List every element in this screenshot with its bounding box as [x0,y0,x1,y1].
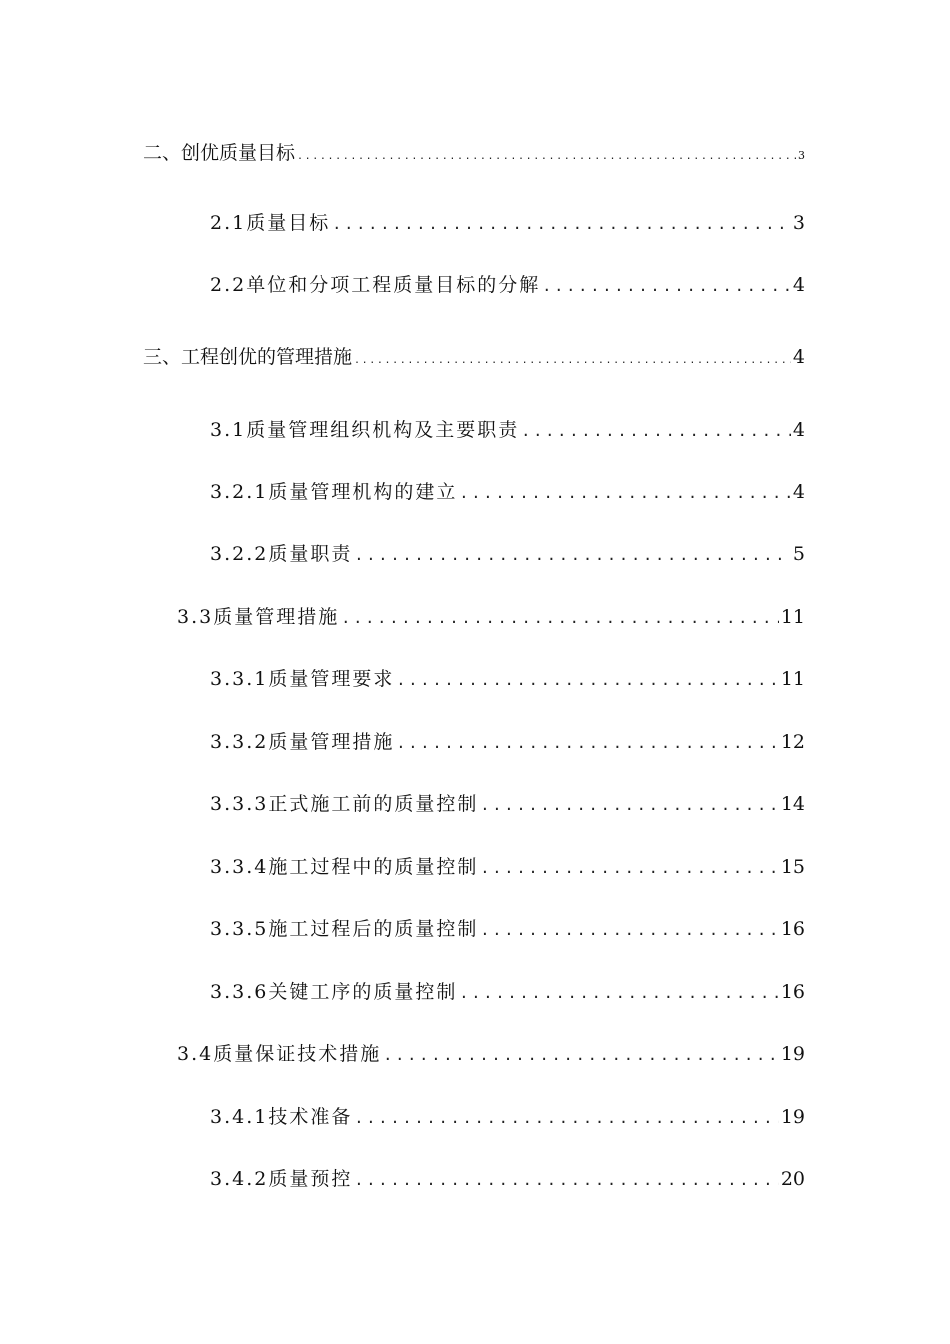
toc-entry-3-3-1[interactable] [210,664,805,694]
toc-page-number: 16 [780,981,805,1003]
toc-entry-3-3[interactable] [177,602,805,632]
toc-entry-title: 3.3.4施工过程中的质量控制 [210,856,479,878]
toc-page-number: 12 [780,731,805,753]
toc-entry-3-2-2[interactable] [210,539,805,569]
toc-entry-3-3-3[interactable] [210,789,805,819]
toc-page-number: 4 [792,419,805,441]
toc-dot-leader [297,142,796,172]
toc-entry-title: 3.4质量保证技术措施 [177,1043,382,1065]
toc-dot-leader [396,728,778,758]
toc-entry-3[interactable] [143,342,805,372]
toc-dot-leader [354,346,791,376]
toc-entry-title: 三、工程创优的管理措施 [143,346,353,368]
toc-dot-leader [354,540,791,570]
toc-entry-title: 3.3.5施工过程后的质量控制 [210,918,479,940]
toc-page-number: 4 [792,481,805,503]
toc-page-number: 19 [780,1106,805,1128]
toc-entry-3-1[interactable] [210,415,805,445]
toc-entry-title: 二、创优质量目标 [143,142,296,164]
toc-entry-title: 3.1质量管理组织机构及主要职责 [210,419,520,441]
toc-dot-leader [542,271,791,301]
toc-entry-2-1[interactable] [210,208,805,238]
toc-entry-title: 2.1质量目标 [210,212,331,234]
toc-entry-title: 3.2.1质量管理机构的建立 [210,481,458,503]
toc-dot-leader [396,665,778,695]
toc-entry-3-4-1[interactable] [210,1102,805,1132]
toc-entry-3-4[interactable] [177,1039,805,1069]
toc-dot-leader [480,790,778,820]
toc-page-number: 4 [792,274,805,296]
toc-page-number: 3 [798,149,805,162]
toc-dot-leader [521,416,791,446]
toc-entry-title: 3.3.1质量管理要求 [210,668,395,690]
toc-page-number: 3 [792,212,805,234]
toc-entry-title: 3.3.2质量管理措施 [210,731,395,753]
toc-entry-title: 3.3.6关键工序的质量控制 [210,981,458,1003]
toc-entry-title: 3.2.2质量职责 [210,543,353,565]
toc-entry-title: 3.4.1技术准备 [210,1106,353,1128]
toc-page-number: 20 [780,1168,805,1190]
toc-entry-3-2-1[interactable] [210,477,805,507]
toc-entry-3-4-2[interactable] [210,1164,805,1194]
toc-entry-title: 2.2单位和分项工程质量目标的分解 [210,274,541,296]
toc-page-number: 14 [780,793,805,815]
toc-dot-leader [354,1103,778,1133]
toc-page-number: 11 [780,668,805,690]
toc-dot-leader [459,478,791,508]
toc-page-number: 5 [792,543,805,565]
toc-dot-leader [332,209,791,239]
toc-entry-3-3-5[interactable] [210,914,805,944]
toc-entry-3-3-2[interactable] [210,727,805,757]
toc-page-number: 4 [792,346,805,368]
toc-dot-leader [383,1040,779,1070]
toc-entry-title: 3.3质量管理措施 [177,606,340,628]
toc-entry-title: 3.4.2质量预控 [210,1168,353,1190]
toc-dot-leader [480,853,778,883]
toc-entry-2-2[interactable] [210,270,805,300]
toc-page-number: 15 [780,856,805,878]
toc-dot-leader [459,978,778,1008]
toc-dot-leader [480,915,778,945]
toc-entry-title: 3.3.3正式施工前的质量控制 [210,793,479,815]
toc-entry-3-3-6[interactable] [210,977,805,1007]
toc-entry-3-3-4[interactable] [210,852,805,882]
toc-dot-leader [354,1165,778,1195]
toc-entry-2[interactable] [143,138,805,168]
toc-page-number: 16 [780,918,805,940]
toc-dot-leader [341,603,779,633]
toc-page-number: 19 [780,1043,805,1065]
toc-page-number: 11 [780,606,805,628]
